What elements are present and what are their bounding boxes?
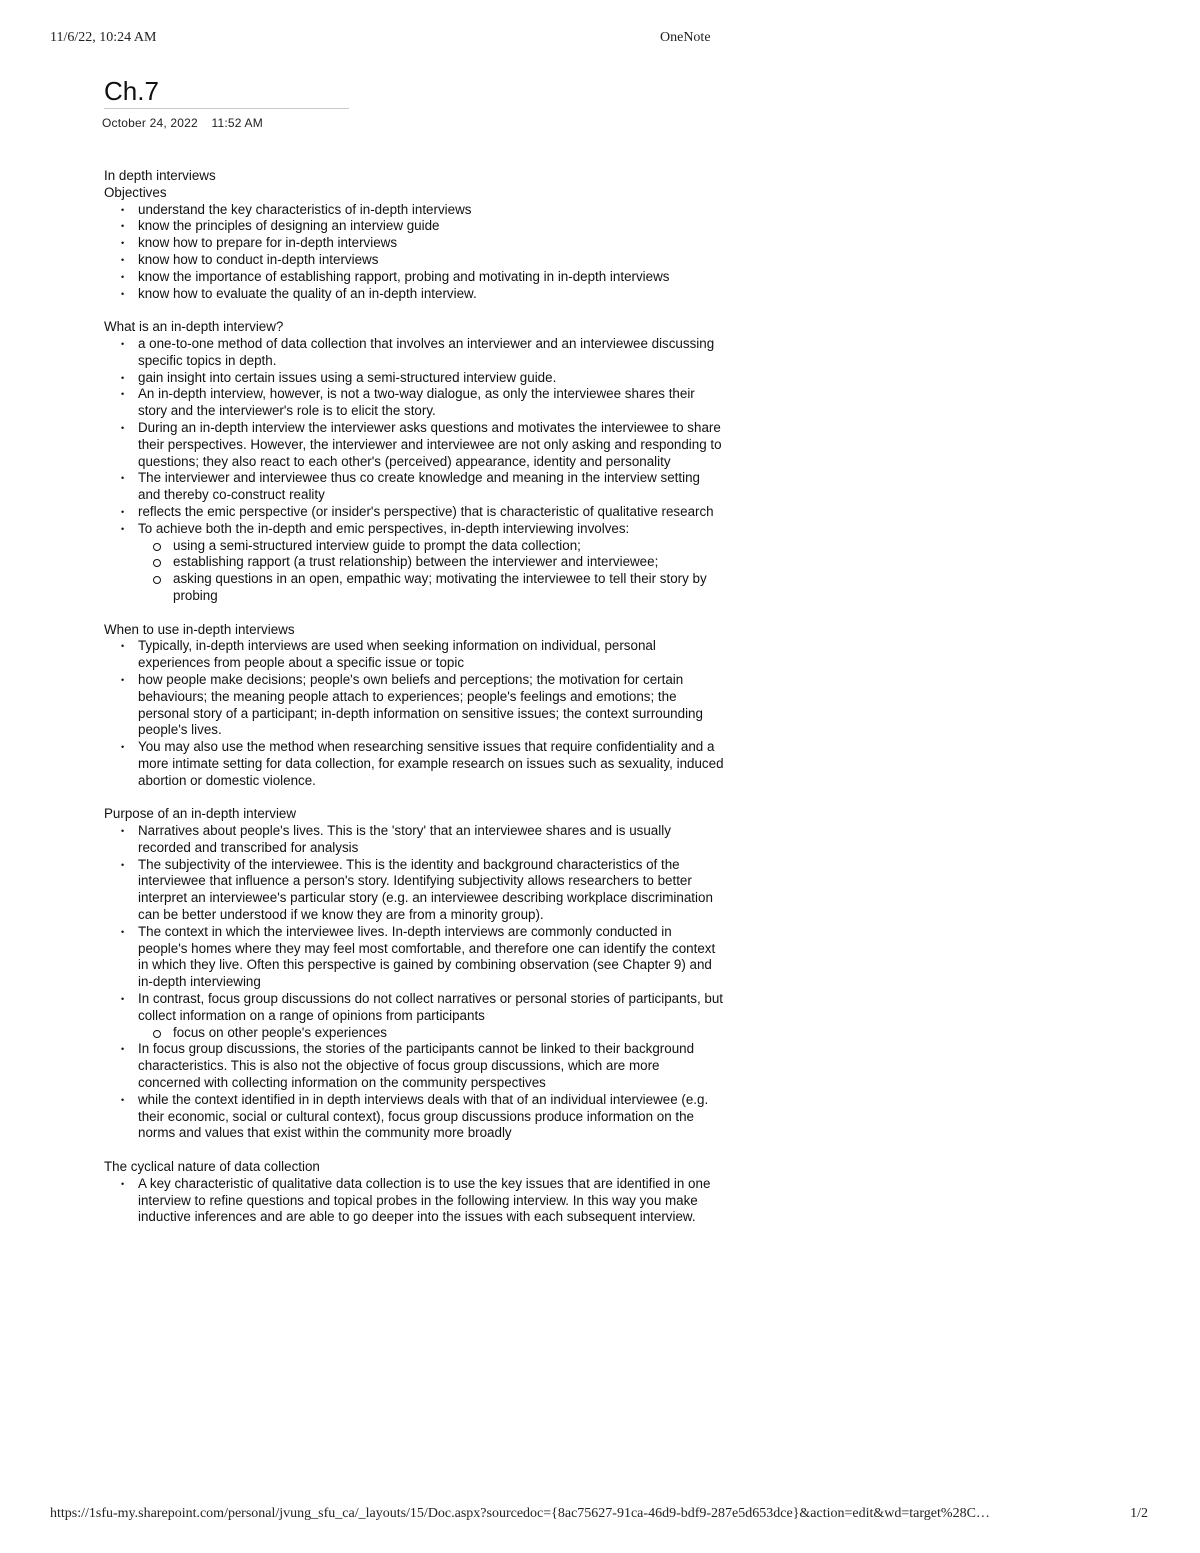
section-subheading: Objectives bbox=[104, 184, 167, 200]
print-app-name: OneNote bbox=[660, 30, 711, 45]
list-item: • understand the key characteristics of in-depth interviews bbox=[138, 202, 724, 219]
print-footer bbox=[50, 1506, 1148, 1526]
list-item-text: In contrast, focus group discussions do not collect narratives or personal stories of participants, but collect information on a range of opinions from participants bbox=[138, 991, 724, 1023]
bullet-list bbox=[104, 336, 724, 605]
list-item: • During an in-depth interview the interviewer asks questions and motivates the interviewee to share their perspectives. However, the interviewer and interviewee are not only asking and responding to questions; they also react to each other's (perceived) appearance, identity and personality bbox=[138, 420, 724, 470]
bullet-list bbox=[104, 202, 724, 303]
list-item: • know the importance of establishing rapport, probing and motivating in in-depth interviews bbox=[138, 269, 724, 286]
list-item: • while the context identified in in depth interviews deals with that of an individual interviewee (e.g. their economic, social or cultural context), focus group discussions produce information on the norms and values that exist within the community more broadly bbox=[138, 1092, 724, 1142]
sub-list-item: using a semi-structured interview guide to prompt the data collection; bbox=[173, 538, 724, 555]
sub-bullet-list bbox=[138, 538, 724, 605]
section-heading: When to use in-depth interviews bbox=[104, 621, 295, 637]
page-date: October 24, 2022 bbox=[102, 116, 198, 130]
list-item: • The interviewer and interviewee thus co create knowledge and meaning in the interview setting and thereby co-construct reality bbox=[138, 470, 724, 504]
section-cyclical bbox=[104, 1159, 724, 1226]
bullet-list bbox=[104, 1176, 724, 1226]
list-item: • A key characteristic of qualitative data collection is to use the key issues that are identified in one interview to refine questions and topical probes in the following interview. In this way you make inductive inferences and are able to go deeper into the issues with each subsequent interview. bbox=[138, 1176, 724, 1226]
bullet-list bbox=[104, 638, 724, 789]
list-item bbox=[138, 991, 724, 1041]
list-item: • You may also use the method when researching sensitive issues that require confidentiality and a more intimate setting for data collection, for example research on issues such as sexuality, induced abortion or domestic violence. bbox=[138, 739, 724, 789]
list-item: • know how to evaluate the quality of an in-depth interview. bbox=[138, 286, 724, 303]
sub-bullet-list bbox=[138, 1025, 724, 1042]
list-item: • The subjectivity of the interviewee. This is the identity and background characteristics of the interviewee that influence a person's story. Identifying subjectivity allows researchers to better interpret an interviewee's particular story (e.g. an interviewee describing workplace discrimination can be better understood if we know they are from a minority group). bbox=[138, 857, 724, 924]
sub-list-item: establishing rapport (a trust relationship) between the interviewer and interviewee; bbox=[173, 554, 724, 571]
sub-list-item: focus on other people's experiences bbox=[173, 1025, 724, 1042]
page-url: https://1sfu-my.sharepoint.com/personal/jvung_sfu_ca/_layouts/15/Doc.aspx?sourcedoc={8ac75627-91ca-46d9-bdf9-287e5d653dce}&action=edit&wd=target%28C… bbox=[50, 1506, 990, 1521]
page-time: 11:52 AM bbox=[211, 116, 263, 130]
list-item bbox=[138, 521, 724, 605]
list-item: • reflects the emic perspective (or insider's perspective) that is characteristic of qualitative research bbox=[138, 504, 724, 521]
section-when-to-use bbox=[104, 622, 724, 790]
list-item: • Narratives about people's lives. This is the 'story' that an interviewee shares and is usually recorded and transcribed for analysis bbox=[138, 823, 724, 857]
list-item: • Typically, in-depth interviews are used when seeking information on individual, personal experiences from people about a specific issue or topic bbox=[138, 638, 724, 672]
section-heading: Purpose of an in-depth interview bbox=[104, 806, 297, 822]
page-number: 1/2 bbox=[1130, 1506, 1148, 1521]
sub-list-item: asking questions in an open, empathic way; motivating the interviewee to tell their story by probing bbox=[173, 571, 724, 605]
section-heading: What is an in-depth interview? bbox=[104, 319, 284, 335]
section-heading: The cyclical nature of data collection bbox=[104, 1159, 320, 1175]
list-item: • In focus group discussions, the stories of the participants cannot be linked to their background characteristics. This is also not the objective of focus group discussions, which are more concerned with collecting information on the community perspectives bbox=[138, 1041, 724, 1091]
print-datetime: 11/6/22, 10:24 AM bbox=[50, 30, 157, 45]
print-header bbox=[50, 30, 1150, 50]
list-item: • know the principles of designing an interview guide bbox=[138, 218, 724, 235]
page-title-container bbox=[104, 76, 349, 109]
section-what-is bbox=[104, 319, 724, 605]
list-item-text: To achieve both the in-depth and emic perspectives, in-depth interviewing involves: bbox=[138, 520, 630, 536]
section-objectives bbox=[104, 168, 724, 302]
section-purpose bbox=[104, 806, 724, 1142]
list-item: • An in-depth interview, however, is not a two-way dialogue, as only the interviewee shares their story and the interviewer's role is to elicit the story. bbox=[138, 386, 724, 420]
list-item: • know how to prepare for in-depth interviews bbox=[138, 235, 724, 252]
list-item: • how people make decisions; people's own beliefs and perceptions; the motivation for certain behaviours; the meaning people attach to experiences; people's feelings and emotions; the personal story of a participant; in-depth information on sensitive issues; the context surrounding people's lives. bbox=[138, 672, 724, 739]
list-item: • gain insight into certain issues using a semi-structured interview guide. bbox=[138, 370, 724, 387]
list-item: • The context in which the interviewee lives. In-depth interviews are commonly conducted in people's homes where they may feel most comfortable, and therefore one can identify the context in which they live. Often this perspective is gained by combining observation (see Chapter 9) and in-depth interviewing bbox=[138, 924, 724, 991]
list-item: • know how to conduct in-depth interviews bbox=[138, 252, 724, 269]
list-item: • a one-to-one method of data collection that involves an interviewer and an interviewee discussing specific topics in depth. bbox=[138, 336, 724, 370]
page-title: Ch.7 bbox=[104, 76, 159, 106]
bullet-list bbox=[104, 823, 724, 1142]
page-content bbox=[104, 168, 724, 1243]
page-timestamp bbox=[102, 116, 273, 130]
section-heading: In depth interviews bbox=[104, 168, 216, 183]
